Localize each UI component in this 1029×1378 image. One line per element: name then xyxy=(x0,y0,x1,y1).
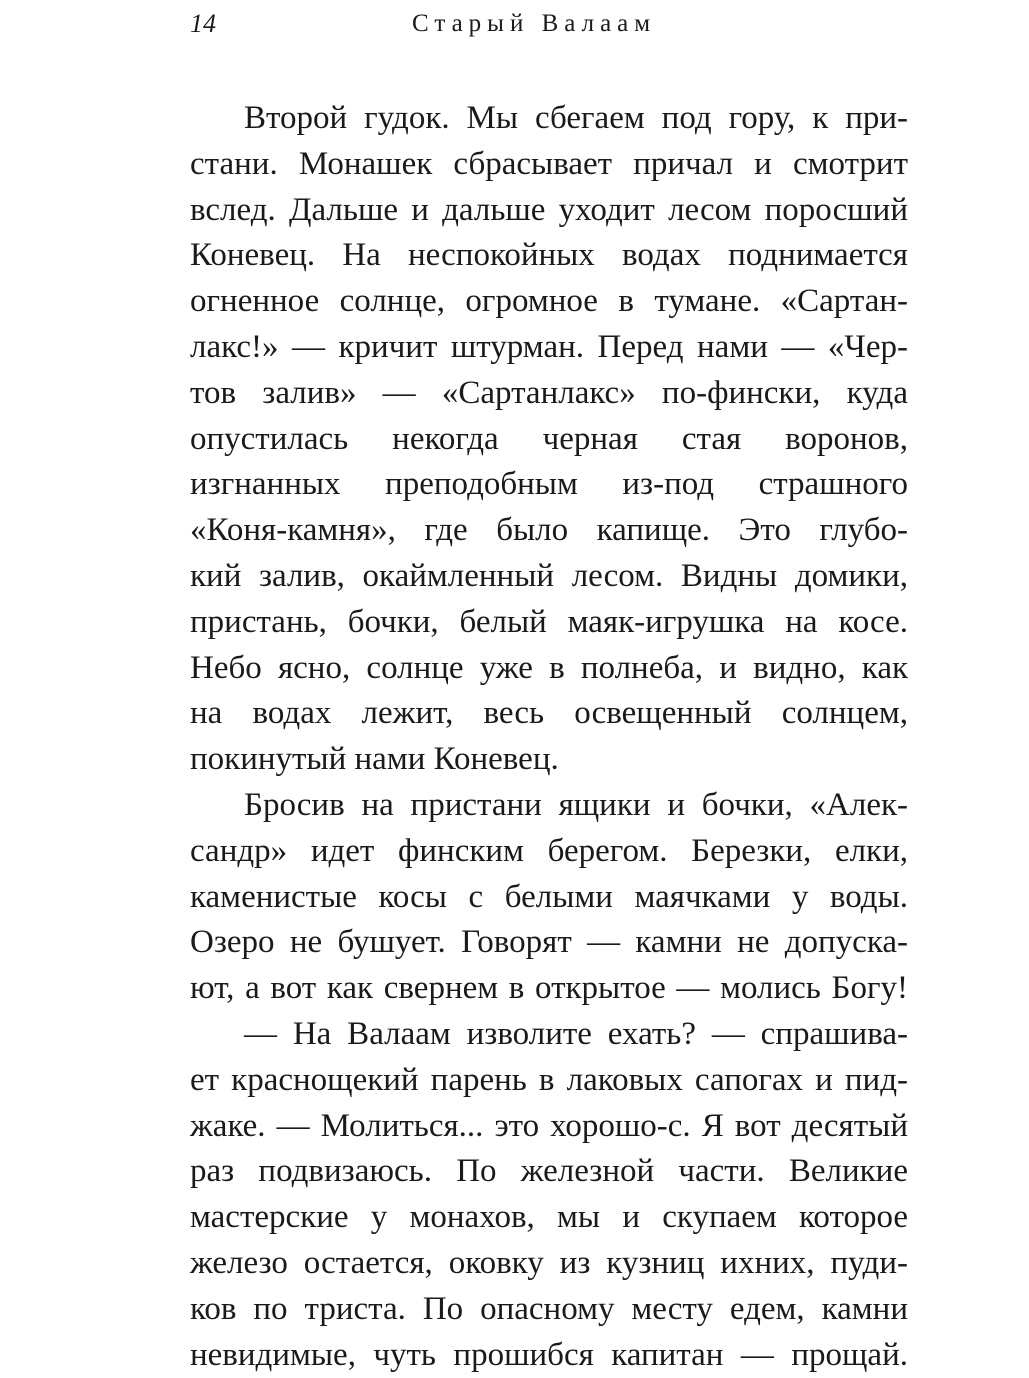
text-line: мастерские у монахов, мы и скупаем которое xyxy=(190,1199,908,1236)
text-line: опустилась некогда черная стая воронов, xyxy=(190,420,908,457)
text-line: Второй гудок. Мы сбегаем под гору, к при- xyxy=(244,100,908,136)
text-line: каменистые косы с белыми маячками у воды. xyxy=(190,878,908,915)
text-line: кий залив, окаймленный лесом. Видны домики, xyxy=(190,557,908,594)
text-line: огненное солнце, огромное в тумане. «Сартан- xyxy=(190,283,908,320)
text-line: раз подвизаюсь. По железной части. Великие xyxy=(190,1153,908,1190)
text-line: ков по триста. По опасному месту едем, камни xyxy=(190,1290,908,1327)
text-line: на водах лежит, весь освещенный солнцем, xyxy=(190,695,908,732)
text-line: лакс!» — кричит штурман. Перед нами — «Чер- xyxy=(190,328,908,365)
running-title: Старый Валаам xyxy=(412,10,657,37)
text-line: сандр» идет финским берегом. Березки, елки, xyxy=(190,832,908,869)
text-line: изгнанных преподобным из-под страшного xyxy=(190,466,908,503)
text-line: Озеро не бушует. Говорят — камни не допуска- xyxy=(190,924,908,961)
page-header xyxy=(0,6,1029,42)
text-line: пристань, бочки, белый маяк-игрушка на косе. xyxy=(190,603,908,640)
text-line: железо остается, оковку из кузниц ихних, пуди- xyxy=(190,1244,908,1281)
text-line: стани. Монашек сбрасывает причал и смотрит xyxy=(190,145,908,182)
page-number: 14 xyxy=(190,9,216,38)
text-line: жаке. — Молиться... это хорошо-с. Я вот десятый xyxy=(190,1107,908,1144)
text-line: вслед. Дальше и дальше уходит лесом поросший xyxy=(190,191,908,228)
text-line: «Коня-камня», где было капище. Это глубо- xyxy=(190,512,908,549)
text-line: тов залив» — «Сартанлакс» по-фински, куда xyxy=(190,374,908,411)
text-line: Небо ясно, солнце уже в полнеба, и видно, как xyxy=(190,649,908,686)
text-line: ют, а вот как свернем в открытое — молись Богу! xyxy=(190,970,908,1007)
text-line: Коневец. На неспокойных водах поднимается xyxy=(190,237,908,274)
text-line: покинутый нами Коневец. xyxy=(190,741,559,778)
body-text xyxy=(190,96,908,1378)
text-line: ет краснощекий парень в лаковых сапогах и пид- xyxy=(190,1061,908,1098)
text-line: — На Валаам изволите ехать? — спрашива- xyxy=(244,1015,908,1052)
text-line: Бросив на пристани ящики и бочки, «Алек- xyxy=(244,786,908,823)
text-line: невидимые, чуть прошибся капитан — прощай. xyxy=(190,1336,908,1373)
